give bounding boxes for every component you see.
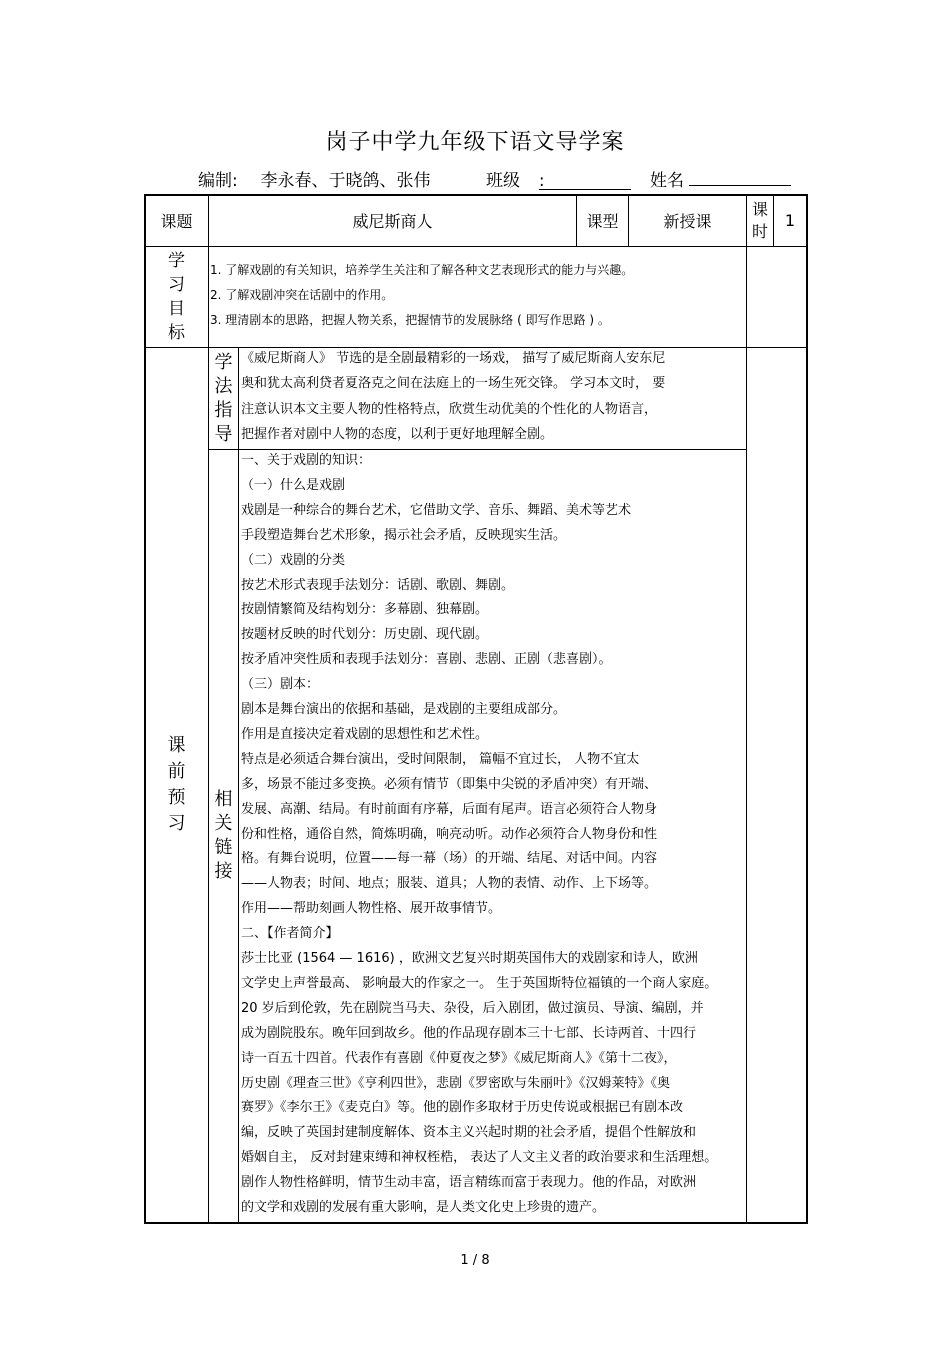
link-line: 按剧情繁简及结构划分：多幕剧、独幕剧。 xyxy=(241,602,489,618)
preview-label-char: 习 xyxy=(167,813,186,834)
link-line: ——人物表；时间、地点；服装、道具；人物的表情、动作、上下场等。 xyxy=(241,876,658,892)
link-line: 作用——帮助刻画人物性格、展开故事情节。 xyxy=(241,901,502,917)
type-label: 课型 xyxy=(586,212,619,231)
goal-item: 3. 理清剧本的思路，把握人物关系，把握情节的发展脉络 ( 即写作思路 ) 。 xyxy=(210,313,610,327)
guide-label-char: 学 xyxy=(214,351,233,373)
preview-label-char: 预 xyxy=(167,787,186,808)
name-label: 姓名 xyxy=(650,171,684,191)
link-line: 文学史上声誉最高、 影响最大的作家之一。 生于英国斯特位福镇的一个商人家庭。 xyxy=(241,975,718,991)
guide-label-char: 导 xyxy=(214,423,233,445)
link-line: 婚姻自主， 反对封建束缚和神权桎梏， 表达了人文主义者的政治要求和生活理想。 xyxy=(241,1150,718,1166)
link-line: 按题材反映的时代划分：历史剧、现代剧。 xyxy=(241,627,489,643)
link-line: 戏剧是一种综合的舞台艺术，它借助文学、音乐、舞蹈、美术等艺术 xyxy=(241,502,632,518)
link-line: 历史剧《理查三世》《亨利四世》，悲剧《罗密欧与朱丽叶》《汉姆莱特》《奥 xyxy=(241,1075,671,1091)
period-value: 1 xyxy=(784,211,796,230)
period-label xyxy=(747,195,773,246)
links-label-char: 链 xyxy=(214,837,233,858)
link-line: 莎士比亚 (1564 — 1616) ，欧洲文艺复兴时期英国伟大的戏剧家和诗人，欧洲 xyxy=(241,951,698,966)
preview-label-char: 前 xyxy=(167,761,186,782)
link-line: 20 岁后到伦敦，先在剧院当马夫、杂役，后入剧团，做过演员、导演、编剧，并 xyxy=(241,1000,704,1016)
editors-names: 李永春、于晓鸽、张伟 xyxy=(260,171,431,191)
preview-label xyxy=(145,348,208,1222)
period-label-char: 课 xyxy=(751,199,768,219)
goal-item: 1. 了解戏剧的有关知识，培养学生关注和了解各种文艺表现形式的能力与兴趣。 xyxy=(210,263,634,277)
link-line: 编，反映了英国封建制度解体、资本主义兴起时期的社会矛盾，提倡个性解放和 xyxy=(241,1125,697,1141)
period-label-char: 时 xyxy=(751,221,768,241)
links-label-char: 接 xyxy=(214,861,233,882)
topic-value: 威尼斯商人 xyxy=(352,212,433,231)
link-line: 格。有舞台说明，位置——每一幕（场）的开端、结尾、对话中间。内容 xyxy=(241,851,658,867)
link-line: 发展、高潮、结局。有时前面有序幕，后面有尾声。语言必须符合人物身 xyxy=(241,801,658,817)
class-blank[interactable] xyxy=(539,171,631,190)
link-line: 份和性格，通俗自然，简炼明确，响亮动听。动作必须符合人物身份和性 xyxy=(241,826,658,842)
link-line: （三）剧本： xyxy=(241,677,320,693)
link-line: 成为剧院股东。晚年回到故乡。他的作品现存剧本三十七部、长诗两首、十四行 xyxy=(241,1025,697,1041)
link-line: 二、【作者简介】 xyxy=(241,926,339,942)
link-line: 诗一百五十四首。代表作有喜剧《仲夏夜之梦》《威尼斯商人》《第十二夜》， xyxy=(241,1050,677,1066)
link-line: 赛罗》《李尔王》《麦克白》等。他的剧作多取材于历史传说或根据已有剧本改 xyxy=(241,1100,684,1116)
class-label: 班级 xyxy=(486,171,520,191)
editors-line xyxy=(198,166,431,191)
class-field[interactable] xyxy=(486,166,631,191)
name-blank[interactable] xyxy=(689,167,791,186)
link-line: （二）戏剧的分类 xyxy=(241,552,346,568)
guide-line: 《威尼斯商人》 节选的是全剧最精彩的一场戏， 描写了威尼斯商人安东尼 xyxy=(241,351,666,366)
link-line: 作用是直接决定着戏剧的思想性和艺术性。 xyxy=(241,726,489,742)
link-line: 手段塑造舞台艺术形象，揭示社会矛盾，反映现实生活。 xyxy=(241,527,567,543)
page-number: 1 / 8 xyxy=(460,1253,490,1268)
link-line: 按艺术形式表现手法划分：话剧、歌剧、舞剧。 xyxy=(241,577,515,593)
guide-line: 把握作者对剧中人物的态度，以利于更好地理解全剧。 xyxy=(241,427,554,442)
topic-label: 课题 xyxy=(160,212,193,231)
link-line: 的文学和戏剧的发展有重大影响，是人类文化史上珍贵的遗产。 xyxy=(241,1200,606,1215)
links-label xyxy=(209,450,238,1222)
goals-label xyxy=(145,247,208,347)
link-line: 特点是必须适合舞台演出，受时间限制， 篇幅不宜过长， 人物不宜太 xyxy=(241,751,640,767)
guide-label-char: 指 xyxy=(214,399,233,421)
link-line: 剧本是舞台演出的依据和基础，是戏剧的主要组成部分。 xyxy=(241,702,567,717)
link-line: （一）什么是戏剧 xyxy=(241,477,346,493)
guide-label-char: 法 xyxy=(214,375,233,397)
links-label-char: 关 xyxy=(214,813,233,834)
link-line: 剧作人物性格鲜明，情节生动丰富，语言精练而富于表现力。他的作品，对欧洲 xyxy=(241,1175,697,1191)
preview-label-char: 课 xyxy=(167,735,186,756)
editors-label: 编制: xyxy=(198,171,238,191)
guide-line: 注意认识本文主要人物的性格特点，欣赏生动优美的个性化的人物语言， xyxy=(241,402,658,417)
name-field[interactable] xyxy=(650,166,791,191)
goal-item: 2. 了解戏剧冲突在话剧中的作用。 xyxy=(210,288,394,302)
links-label-char: 相 xyxy=(214,789,233,810)
link-line: 多，场景不能过多变换。必须有情节（即集中尖锐的矛盾冲突）有开端、 xyxy=(241,776,658,792)
guide-label xyxy=(209,348,238,449)
page-title: 岗子中学九年级下语文导学案 xyxy=(325,130,625,155)
type-value: 新授课 xyxy=(663,212,712,231)
goals-label-char: 学 xyxy=(168,251,185,271)
goals-label-char: 目 xyxy=(168,299,185,319)
link-line: 按矛盾冲突性质和表现手法划分：喜剧、悲剧、正剧（悲喜剧）。 xyxy=(241,652,612,668)
link-line: 一、关于戏剧的知识： xyxy=(241,453,372,468)
class-colon: : xyxy=(538,171,545,191)
goals-label-char: 习 xyxy=(168,275,185,295)
guide-line: 奥和犹太高利贷者夏洛克之间在法庭上的一场生死交锋。 学习本文时， 要 xyxy=(241,376,666,391)
goals-label-char: 标 xyxy=(168,323,185,343)
